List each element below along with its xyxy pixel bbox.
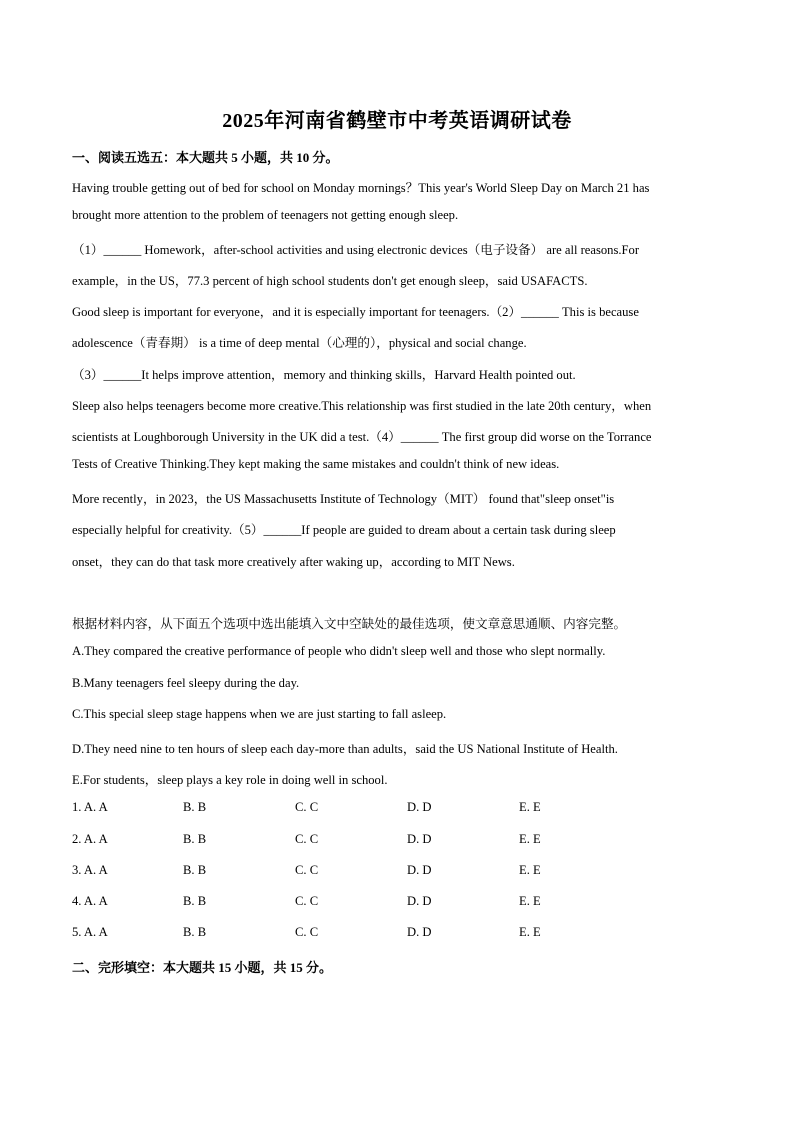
answer-choice[interactable]: E. E — [519, 894, 541, 908]
passage-line: brought more attention to the problem of teenagers not getting enough sleep. — [72, 208, 459, 222]
answer-row-4 — [72, 894, 692, 912]
answer-choice[interactable]: D. D — [407, 800, 432, 814]
option-a: A.They compared the creative performance of people who didn't sleep well and those who slept normally. — [72, 644, 606, 658]
answer-choice[interactable]: B. B — [183, 800, 207, 814]
answer-choice[interactable]: D. D — [407, 863, 432, 877]
answer-choice[interactable]: 1. A. A — [72, 800, 108, 814]
answer-choice[interactable]: 4. A. A — [72, 894, 108, 908]
passage-line: Having trouble getting out of bed for school on Monday mornings？This year's World Sleep Day on March 21 has — [72, 181, 650, 195]
answer-choice[interactable]: 2. A. A — [72, 832, 108, 846]
option-e: E.For students，sleep plays a key role in doing well in school. — [72, 773, 388, 787]
answer-choice[interactable]: C. C — [295, 894, 319, 908]
answer-choice[interactable]: B. B — [183, 894, 207, 908]
answer-choice[interactable]: D. D — [407, 832, 432, 846]
section-heading-cloze: 二、完形填空：本大题共 15 小题，共 15 分。 — [72, 960, 333, 975]
instruction-text: 根据材料内容，从下面五个选项中选出能填入文中空缺处的最佳选项，使文章意思通顺、内容完整。 — [72, 617, 627, 631]
answer-choice[interactable]: D. D — [407, 894, 432, 908]
passage-line: onset，they can do that task more creatively after waking up，according to MIT News. — [72, 555, 515, 569]
passage-line: Sleep also helps teenagers become more creative.This relationship was first studied in the late 20th century，when — [72, 399, 652, 413]
section-heading-reading: 一、阅读五选五：本大题共 5 小题，共 10 分。 — [72, 150, 339, 165]
answer-choice[interactable]: C. C — [295, 800, 319, 814]
passage-line: adolescence（青春期） is a time of deep mental（心理的），physical and social change. — [72, 336, 527, 350]
answer-row-2 — [72, 832, 692, 850]
answer-choice[interactable]: 3. A. A — [72, 863, 108, 877]
answer-choice[interactable]: C. C — [295, 832, 319, 846]
passage-line: More recently，in 2023，the US Massachusetts Institute of Technology（MIT） found that"sleep onset"is — [72, 492, 615, 506]
answer-choice[interactable]: E. E — [519, 800, 541, 814]
passage-line: （1）______ Homework，after-school activities and using electronic devices（电子设备） are all reasons.For — [72, 243, 640, 257]
answer-choice[interactable]: E. E — [519, 863, 541, 877]
answer-row-3 — [72, 863, 692, 881]
option-d: D.They need nine to ten hours of sleep each day-more than adults，said the US National Institute of Health. — [72, 742, 618, 756]
answer-choice[interactable]: E. E — [519, 832, 541, 846]
answer-choice[interactable]: D. D — [407, 925, 432, 939]
answer-row-1 — [72, 800, 692, 818]
answer-choice[interactable]: 5. A. A — [72, 925, 108, 939]
option-c: C.This special sleep stage happens when we are just starting to fall asleep. — [72, 707, 447, 721]
answer-choice[interactable]: E. E — [519, 925, 541, 939]
passage-line: （3）______It helps improve attention，memory and thinking skills，Harvard Health pointed out. — [72, 368, 576, 382]
answer-choice[interactable]: B. B — [183, 832, 207, 846]
exam-title: 2025年河南省鹤壁市中考英语调研试卷 — [222, 110, 572, 132]
option-b: B.Many teenagers feel sleepy during the day. — [72, 676, 300, 690]
passage-line: scientists at Loughborough University in the UK did a test.（4）______ The first group did worse on the Torrance — [72, 430, 652, 444]
passage-line: example，in the US，77.3 percent of high school students don't get enough sleep，said USAFACTS. — [72, 274, 588, 288]
passage-line: especially helpful for creativity.（5）______If people are guided to dream about a certain task during sleep — [72, 523, 616, 537]
answer-row-5 — [72, 925, 692, 943]
answer-choice[interactable]: B. B — [183, 925, 207, 939]
answer-choice[interactable]: C. C — [295, 863, 319, 877]
answer-choice[interactable]: C. C — [295, 925, 319, 939]
answer-choice[interactable]: B. B — [183, 863, 207, 877]
passage-line: Tests of Creative Thinking.They kept making the same mistakes and couldn't think of new ideas. — [72, 457, 560, 471]
passage-line: Good sleep is important for everyone，and it is especially important for teenagers.（2）______ This is because — [72, 305, 639, 319]
